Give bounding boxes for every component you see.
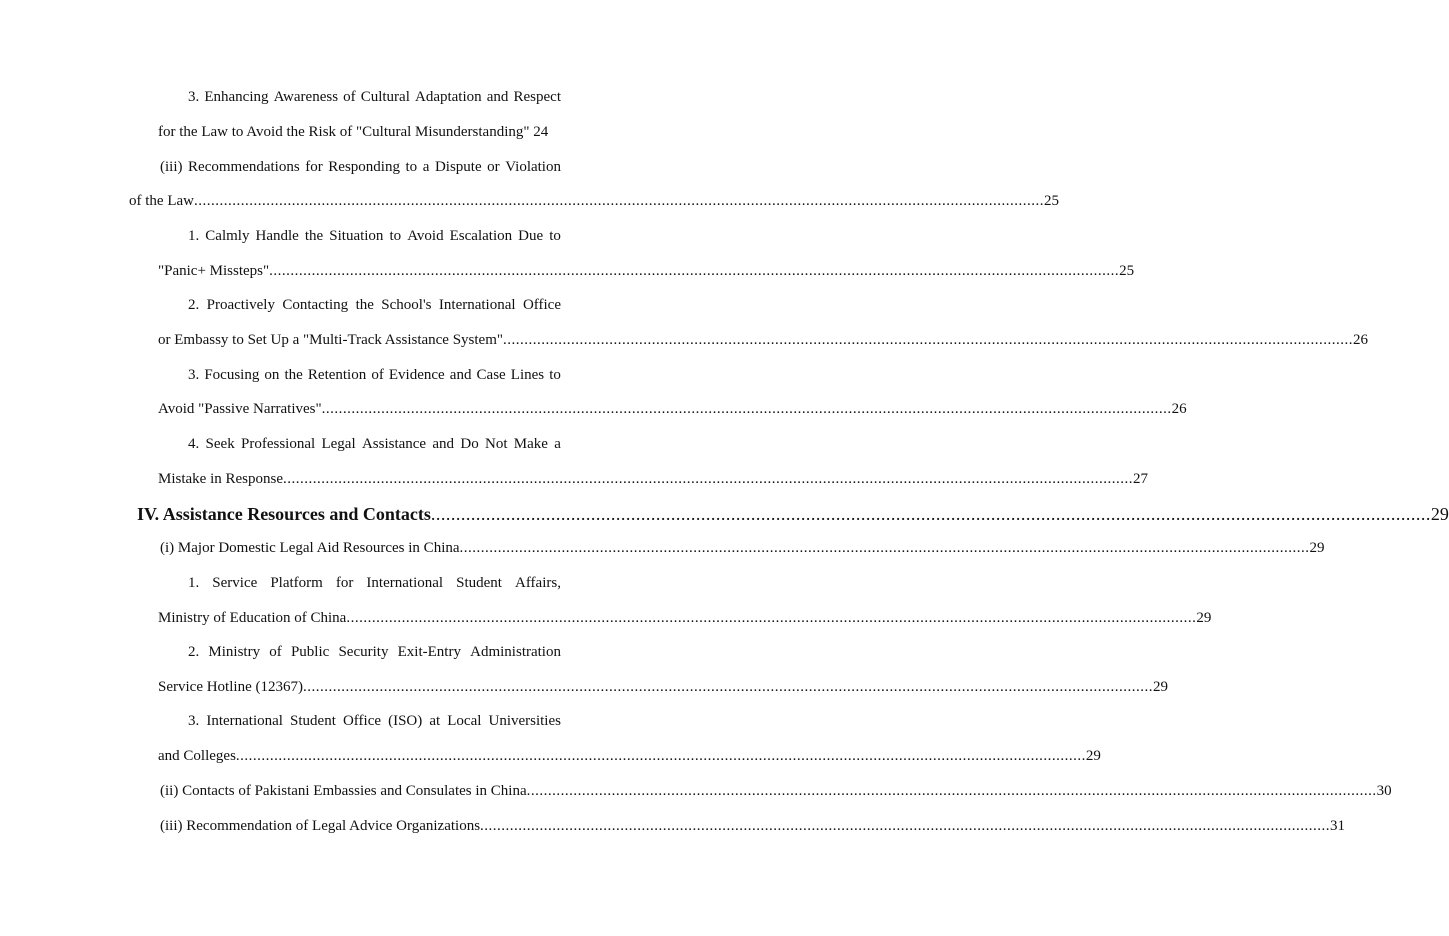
toc-entry-line (160, 816, 1346, 836)
toc-word: Calmly (205, 228, 250, 244)
toc-entry-title: (iii) Recommendation of Legal Advice Organizations (160, 818, 481, 834)
toc-page-number: 29 (1085, 748, 1101, 764)
toc-word: the (304, 228, 324, 244)
toc-word: and (432, 436, 455, 452)
toc-word: Situation (329, 228, 384, 244)
toc-word: Seek (205, 436, 235, 452)
toc-entry-title: Avoid "Passive Narratives" (158, 401, 322, 417)
toc-word: Evidence (388, 367, 445, 383)
dot-leader: ........................................................................................................................................................................................................ (269, 263, 1120, 279)
toc-word: Contacting (282, 297, 349, 313)
toc-page-number: 25 (1043, 193, 1059, 209)
toc-entry-line (129, 191, 1059, 211)
toc-entry-title: Ministry of Education of China (158, 610, 347, 626)
toc-word: the (355, 297, 374, 313)
toc-page-number: 26 (1353, 332, 1369, 348)
toc-entry-line (188, 573, 561, 593)
toc-entry-title: Service Hotline (12367) (158, 679, 303, 695)
toc-word: Student (456, 575, 502, 591)
toc-word: for (335, 575, 354, 591)
dot-leader: ........................................................................................................................................................................................................ (321, 401, 1172, 417)
toc-word: Due (518, 228, 544, 244)
toc-word: School's (381, 297, 432, 313)
toc-word: International (366, 575, 444, 591)
toc-word: Administration (470, 644, 561, 660)
toc-word: Retention (307, 367, 367, 383)
toc-chapter-heading (137, 502, 1449, 526)
toc-entry-line: for the Law to Avoid the Risk of "Cultural Misunderstanding" 24 (158, 124, 549, 140)
toc-word: Make (513, 436, 548, 452)
toc-word: 2. (188, 644, 200, 660)
dot-leader: ........................................................................................................................................................................................................ (459, 540, 1310, 556)
toc-chapter-title: IV. Assistance Resources and Contacts (137, 504, 431, 524)
toc-word: and (449, 367, 472, 383)
toc-word: Public (290, 644, 330, 660)
dot-leader: ........................................................................................................................................................................................................ (283, 471, 1133, 487)
toc-word: and (486, 89, 509, 105)
toc-word: a (422, 159, 430, 175)
toc-word: to (549, 228, 561, 244)
dot-leader: ........................................................................................................................................................................................................ (430, 504, 1431, 524)
toc-word: Adaptation (414, 89, 482, 105)
toc-page-number: 31 (1330, 818, 1346, 834)
toc-word: or (487, 159, 500, 175)
toc-word: International (438, 297, 516, 313)
toc-word: Universities (488, 713, 561, 729)
toc-word: 1. (188, 228, 200, 244)
toc-page-number: 27 (1133, 471, 1148, 487)
toc-word: Exit-Entry (397, 644, 461, 660)
toc-word: 4. (188, 436, 200, 452)
toc-entry-title: of the Law (129, 193, 194, 209)
toc-word: of (343, 89, 356, 105)
toc-entry-title: and Colleges (158, 748, 236, 764)
toc-entry-line (188, 226, 561, 246)
toc-word: 3. (188, 89, 200, 105)
toc-word: Security (338, 644, 389, 660)
toc-word: Proactively (206, 297, 275, 313)
toc-page-number: 25 (1119, 263, 1135, 279)
toc-entry-title: Mistake in Response (158, 471, 283, 487)
dot-leader: ........................................................................................................................................................................................................ (235, 748, 1086, 764)
toc-word: 1. (188, 575, 200, 591)
dot-leader: ........................................................................................................................................................................................................ (346, 610, 1197, 626)
toc-word: Local (447, 713, 482, 729)
toc-word: Handle (255, 228, 299, 244)
toc-entry-line (158, 330, 1369, 350)
toc-word: Legal (321, 436, 356, 452)
toc-entry-line (160, 781, 1392, 801)
toc-word: (ISO) (388, 713, 423, 729)
toc-word: to (389, 228, 402, 244)
toc-word: Awareness (273, 89, 339, 105)
toc-entry-title: "Panic+ Missteps" (158, 263, 270, 279)
toc-word: Cultural (360, 89, 410, 105)
toc-word: (iii) (160, 159, 183, 175)
toc-word: to (405, 159, 418, 175)
toc-word: Service (212, 575, 258, 591)
toc-word: on (264, 367, 280, 383)
toc-entry-line (158, 261, 1135, 281)
toc-word: Escalation (449, 228, 513, 244)
toc-word: Platform (270, 575, 323, 591)
toc-entry-line (158, 608, 1212, 628)
toc-word: Office (522, 297, 561, 313)
toc-word: Avoid (407, 228, 444, 244)
toc-entry-line (158, 746, 1101, 766)
dot-leader: ........................................................................................................................................................................................................ (526, 783, 1377, 799)
toc-page-number: 29 (1196, 610, 1212, 626)
toc-word: to (549, 367, 561, 383)
toc-word: 3. (188, 367, 200, 383)
toc-entry-line (160, 538, 1325, 558)
toc-word: Respect (513, 89, 561, 105)
toc-word: at (429, 713, 441, 729)
toc-word: Professional (241, 436, 316, 452)
toc-entry-line (158, 469, 1148, 489)
toc-word: Recommendations (188, 159, 300, 175)
toc-word: Office (342, 713, 382, 729)
toc-entry-line (160, 157, 561, 177)
toc-word: of (371, 367, 384, 383)
toc-entry-title: (i) Major Domestic Legal Aid Resources in China (160, 540, 460, 556)
toc-entry-line (188, 434, 561, 454)
toc-word: 2. (188, 297, 200, 313)
toc-entry-line (188, 295, 561, 315)
toc-page-number: 29 (1430, 504, 1449, 524)
dot-leader: ........................................................................................................................................................................................................ (193, 193, 1044, 209)
toc-entry-line (158, 399, 1187, 419)
toc-word: Responding (328, 159, 400, 175)
toc-entry-line (188, 711, 561, 731)
toc-word: Not (485, 436, 508, 452)
toc-word: Violation (505, 159, 561, 175)
toc-word: Student (290, 713, 336, 729)
toc-word: Ministry (208, 644, 261, 660)
dot-leader: ........................................................................................................................................................................................................ (480, 818, 1331, 834)
toc-word: Dispute (434, 159, 482, 175)
toc-word: 3. (188, 713, 200, 729)
toc-entry-title: (ii) Contacts of Pakistani Embassies and Consulates in China (160, 783, 527, 799)
toc-word: the (284, 367, 303, 383)
toc-word: Do (460, 436, 479, 452)
toc-page-number: 26 (1171, 401, 1187, 417)
toc-entry-title: or Embassy to Set Up a "Multi-Track Assistance System" (158, 332, 504, 348)
toc-word: International (206, 713, 283, 729)
toc-entry-line (188, 87, 561, 107)
toc-word: Assistance (361, 436, 427, 452)
toc-word: Focusing (204, 367, 260, 383)
toc-entry-line (158, 677, 1168, 697)
toc-word: for (305, 159, 323, 175)
toc-word: of (269, 644, 282, 660)
dot-leader: ........................................................................................................................................................................................................ (503, 332, 1354, 348)
toc-page-number: 30 (1376, 783, 1392, 799)
toc-word: Affairs, (515, 575, 561, 591)
toc-word: Case (476, 367, 506, 383)
toc-page-number: 29 (1152, 679, 1168, 695)
toc-entry-line (188, 642, 561, 662)
toc-entry-line (188, 365, 561, 385)
toc-page-number: 29 (1309, 540, 1325, 556)
dot-leader: ........................................................................................................................................................................................................ (302, 679, 1153, 695)
toc-word: Lines (510, 367, 545, 383)
toc-word: a (554, 436, 561, 452)
toc-word: Enhancing (204, 89, 269, 105)
